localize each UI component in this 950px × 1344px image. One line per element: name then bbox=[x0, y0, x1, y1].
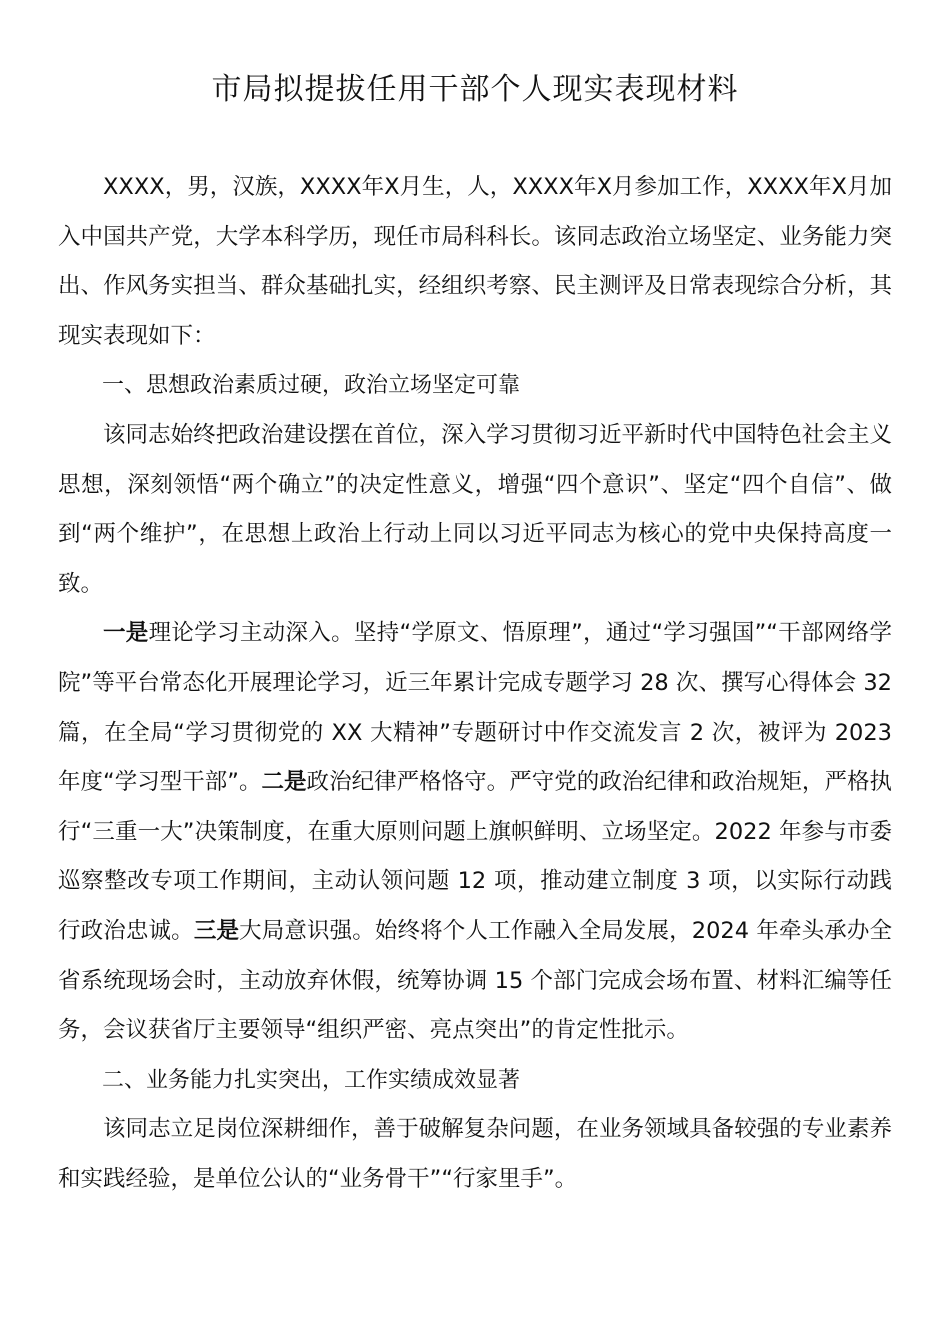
section-1-points-paragraph bbox=[58, 609, 892, 1055]
document-body bbox=[58, 163, 892, 1204]
point-2-text: 政治纪律严格恪守。严守党的政治纪律和政治规矩，严格执行“三重一大”决策制度，在重大原则问题上旗帜鲜明、立场坚定。2022 年参与市委巡察整改专项工作期间，主动认领问题 12 项，推动建立制度 3 项，以实际行动践行政治忠诚。 bbox=[58, 769, 892, 944]
section-2-heading: 二、业务能力扎实突出，工作实绩成效显著 bbox=[102, 1067, 521, 1093]
point-1-lead: 一是 bbox=[103, 620, 149, 647]
intro-paragraph: XXXX，男，汉族，XXXX年X月生，人，XXXX年X月参加工作，XXXX年X月加入中国共产党，大学本科学历，现任市局科科长。该同志政治立场坚定、业务能力突出、作风务实担当、群众基础扎实，经组织考察、民主测评及日常表现综合分析，其现实表现如下： bbox=[58, 174, 892, 349]
section-2-summary: 该同志立足岗位深耕细作，善于破解复杂问题，在业务领域具备较强的专业素养和实践经验，是单位公认的“业务骨干”“行家里手”。 bbox=[58, 1116, 892, 1192]
point-1-text: 理论学习主动深入。坚持“学原文、悟原理”，通过“学习强国”“干部网络学院”等平台常态化开展理论学习，近三年累计完成专题学习 28 次、撰写心得体会 32 篇，在全局“学习贯彻党的 XX 大精神”专题研讨中作交流发言 2 次，被评为 2023 年度“学习型干部”。 bbox=[58, 620, 892, 796]
section-1-heading: 一、思想政治素质过硬，政治立场坚定可靠 bbox=[102, 373, 521, 399]
document-title: 市局拟提拔任用干部个人现实表现材料 bbox=[211, 72, 739, 107]
point-3-text: 大局意识强。始终将个人工作融入全局发展，2024 年牵头承办全省系统现场会时，主动放弃休假，统筹协调 15 个部门完成会场布置、材料汇编等任务，会议获省厅主要领导“组织严密、亮点突出”的肯定性批示。 bbox=[58, 917, 892, 1044]
point-2-lead: 二是 bbox=[261, 769, 307, 796]
point-3-lead: 三是 bbox=[193, 917, 240, 944]
section-1-summary: 该同志始终把政治建设摆在首位，深入学习贯彻习近平新时代中国特色社会主义思想，深刻领悟“两个确立”的决定性意义，增强“四个意识”、坚定“四个自信”、做到“两个维护”，在思想上政治上行动上同以习近平同志为核心的党中央保持高度一致。 bbox=[58, 421, 892, 597]
